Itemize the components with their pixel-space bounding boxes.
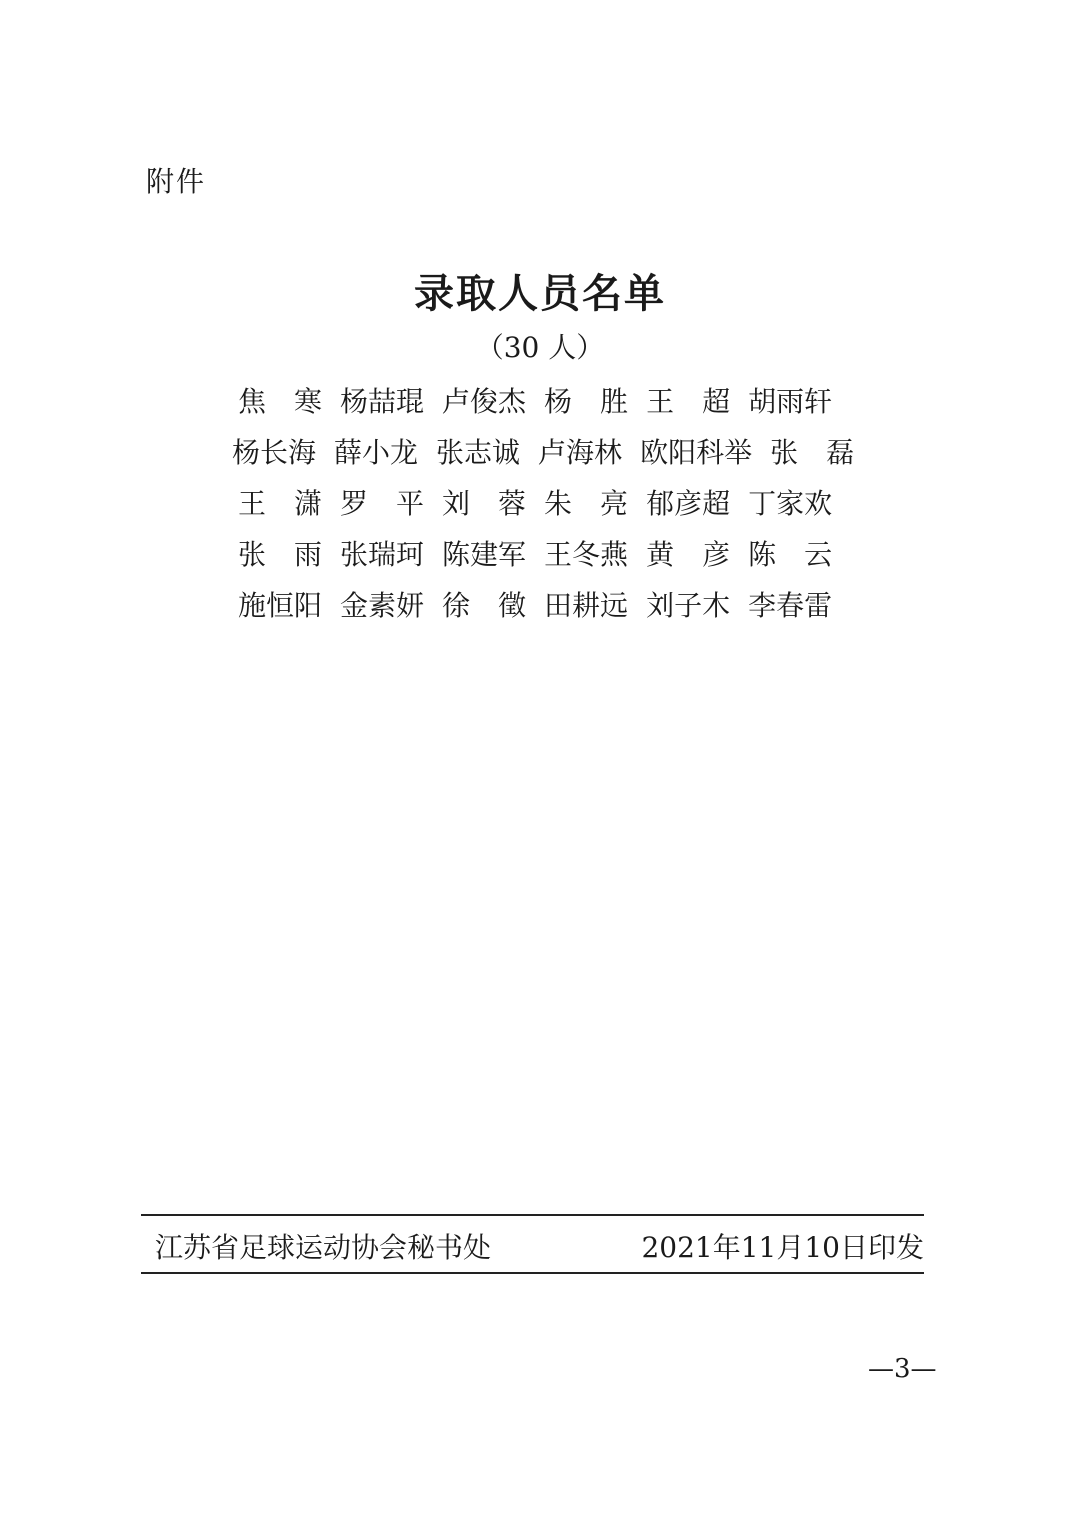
name-row xyxy=(238,476,858,527)
name-item: 王 超 xyxy=(646,384,731,418)
name-item: 黄 彦 xyxy=(646,537,731,571)
name-item: 杨 胜 xyxy=(544,384,629,418)
name-item: 李春雷 xyxy=(748,588,833,622)
name-item: 欧阳科举 xyxy=(640,435,753,469)
name-item: 徐 徵 xyxy=(442,588,527,622)
name-item: 薛小龙 xyxy=(334,435,419,469)
name-item: 郁彦超 xyxy=(646,486,731,520)
name-item: 焦 寒 xyxy=(238,384,323,418)
page-title: 录取人员名单 xyxy=(414,270,666,317)
name-item: 施恒阳 xyxy=(238,588,323,622)
name-item: 王 潇 xyxy=(238,486,323,520)
name-item: 张 磊 xyxy=(770,435,855,469)
name-item: 刘子木 xyxy=(646,588,731,622)
name-item: 王冬燕 xyxy=(544,537,629,571)
name-item: 陈 云 xyxy=(748,537,833,571)
issue-date: 2021年11月10日印发 xyxy=(641,1231,924,1264)
name-item: 金素妍 xyxy=(340,588,425,622)
name-item: 田耕远 xyxy=(544,588,629,622)
name-item: 杨长海 xyxy=(232,435,317,469)
name-row xyxy=(238,374,858,425)
count-label: （30 人） xyxy=(475,331,605,364)
name-item: 张志诚 xyxy=(436,435,521,469)
name-row xyxy=(238,527,858,578)
name-item: 罗 平 xyxy=(340,486,425,520)
name-item: 张 雨 xyxy=(238,537,323,571)
issuer-name: 江苏省足球运动协会秘书处 xyxy=(155,1231,492,1264)
name-row xyxy=(232,425,858,476)
issuance-footer xyxy=(141,1214,924,1274)
name-row xyxy=(238,578,858,629)
name-item: 朱 亮 xyxy=(544,486,629,520)
attachment-label: 附件 xyxy=(146,165,207,198)
name-item: 张瑞珂 xyxy=(340,537,425,571)
name-item: 刘 蓉 xyxy=(442,486,527,520)
name-item: 胡雨轩 xyxy=(748,384,833,418)
name-list xyxy=(232,374,858,629)
page-number: —3— xyxy=(868,1354,937,1384)
name-item: 陈建军 xyxy=(442,537,527,571)
name-item: 杨喆琨 xyxy=(340,384,425,418)
name-item: 卢俊杰 xyxy=(442,384,527,418)
name-item: 丁家欢 xyxy=(748,486,833,520)
name-item: 卢海林 xyxy=(538,435,623,469)
